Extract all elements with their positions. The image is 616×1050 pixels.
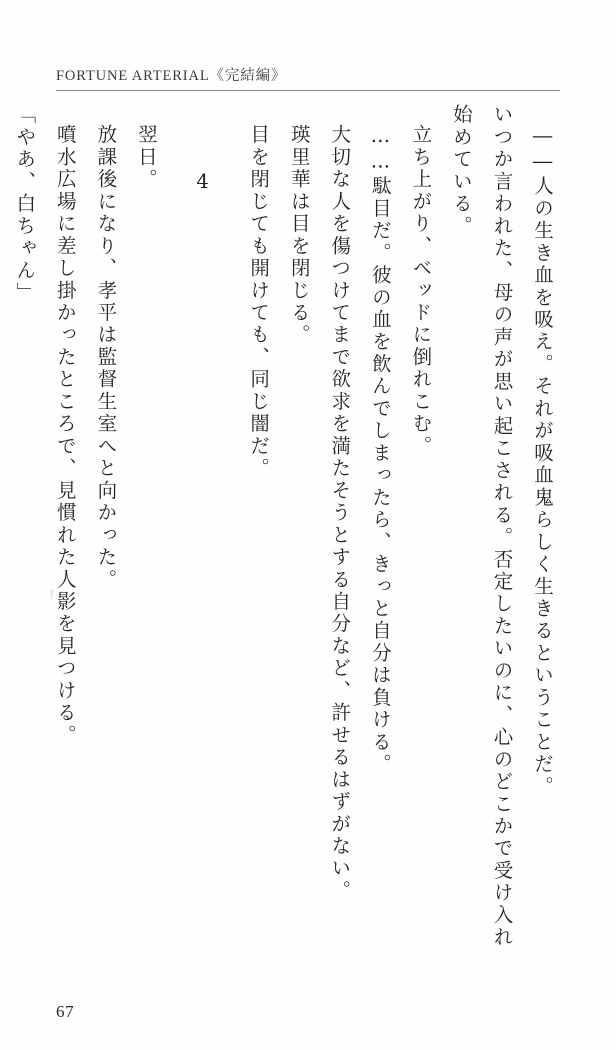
scan-artifact bbox=[50, 590, 53, 604]
running-header bbox=[56, 64, 560, 92]
paragraph: 翌日。 bbox=[134, 123, 158, 191]
paragraph: ……駄目だ。彼の血を飲んでしまったら、きっと自分は負ける。 bbox=[368, 123, 392, 776]
book-title: FORTUNE ARTERIAL《完結編》 bbox=[56, 68, 287, 84]
paragraph: 立ち上がり、ベッドに倒れこむ。 bbox=[409, 123, 433, 457]
paragraph: 目を閉じても開けても、同じ闇だ。 bbox=[247, 123, 271, 480]
paragraph: 瑛里華は目を閉じる。 bbox=[287, 123, 311, 346]
paragraph: 噴水広場に差し掛かったところで、見慣れた人影を見つける。 bbox=[53, 123, 77, 746]
header-divider bbox=[56, 90, 560, 91]
column-gap bbox=[166, 104, 182, 960]
paragraph: ――人の生き血を吸え。それが吸血鬼らしく生きるということだ。 bbox=[531, 123, 554, 798]
paragraph: 放課後になり、孝平は監督生室へと向かった。 bbox=[94, 123, 118, 591]
page-body bbox=[13, 104, 562, 960]
paragraph: 「やあ、白ちゃん」 bbox=[13, 104, 37, 305]
paragraph: いつか言われた、母の声が思い起こされる。否定したいのに、心のどこかで受け入れ始めている。 bbox=[449, 104, 514, 949]
column-gap bbox=[222, 104, 238, 960]
page-number: 67 bbox=[56, 1002, 75, 1021]
section-number: 4 bbox=[191, 170, 215, 197]
paragraph: 大切な人を傷つけてまで欲求を満たそうとする自分など、許せるはずがない。 bbox=[328, 123, 352, 902]
